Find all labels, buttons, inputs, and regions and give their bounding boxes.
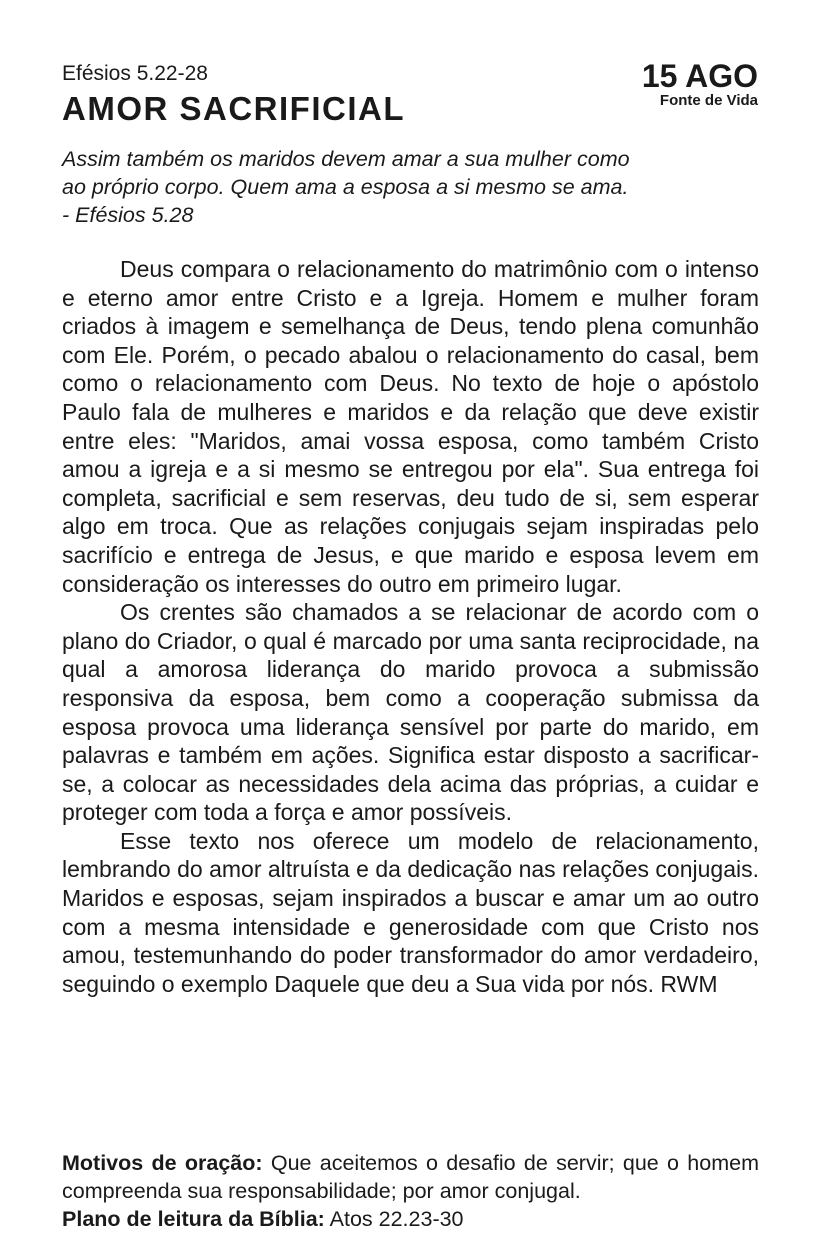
- body-paragraph: Esse texto nos oferece um modelo de relacionamento, lembrando do amor altruísta e da dedicação nas relações conjugais. Maridos e esposas, sejam inspirados a buscar e amar um ao outro com a mesma intensidade e generosidade com que Cristo nos amou, testemunhando do poder transformador do amor verdadeiro, seguindo o exemplo Daquele que deu a Sua vida por nós. RWM: [62, 827, 759, 997]
- key-verse: [62, 145, 762, 229]
- devotional-title: AMOR SACRIFICIAL: [62, 90, 405, 127]
- reading-label: Plano de leitura da Bíblia:: [62, 1207, 325, 1231]
- prayer-label: Motivos de oração:: [62, 1151, 263, 1175]
- prayer-topics: [62, 1149, 759, 1205]
- prayer-text: Que aceitemos o desafio de servir; que o homem compreenda sua responsabilidade; por amor conjugal.: [62, 1151, 759, 1203]
- reading-text: Atos 22.23-30: [329, 1207, 464, 1231]
- body-paragraph: Os crentes são chamados a se relacionar de acordo com o plano do Criador, o qual é marcado por uma santa reciprocidade, na qual a amorosa liderança do marido provoca a submissão responsiva da esposa, bem como a cooperação submissa da esposa provoca uma liderança sensível por parte do marido, em palavras e também em ações. Significa estar disposto a sacrificar-se, a colocar as necessidades dela acima das próprias, a cuidar e proteger com toda a força e amor possíveis.: [62, 599, 759, 826]
- key-verse-line: ao próprio corpo. Quem ama a esposa a si mesmo se ama.: [62, 175, 629, 199]
- scripture-reference: Efésios 5.22-28: [62, 62, 208, 85]
- body-paragraph: Deus compara o relacionamento do matrimônio com o intenso e eterno amor entre Cristo e a Igreja. Homem e mulher foram criados à imagem e semelhança de Deus, tendo plena comunhão com Ele. Porém, o pecado abalou o relacionamento do casal, bem como o relacionamento com Deus. No texto de hoje o apóstolo Paulo fala de mulheres e maridos e da relação que deve existir entre eles: "Maridos, amai vossa esposa, como também Cristo amou a igreja e a si mesmo se entregou por ela". Sua entrega foi completa, sacrificial e sem reservas, deu tudo de si, sem esperar algo em troca. Que as relações conjugais sejam inspiradas pelo sacrifício e entrega de Jesus, e que marido e esposa levem em consideração os interesses do outro em primeiro lugar.: [62, 256, 759, 597]
- devotional-date: 15 AGO: [641, 58, 758, 94]
- devotional-body: [62, 255, 759, 998]
- key-verse-citation: - Efésios 5.28: [62, 203, 194, 227]
- bible-reading-plan: [62, 1205, 464, 1233]
- devotional-source: Fonte de Vida: [659, 92, 758, 109]
- key-verse-line: Assim também os maridos devem amar a sua mulher como: [62, 147, 630, 171]
